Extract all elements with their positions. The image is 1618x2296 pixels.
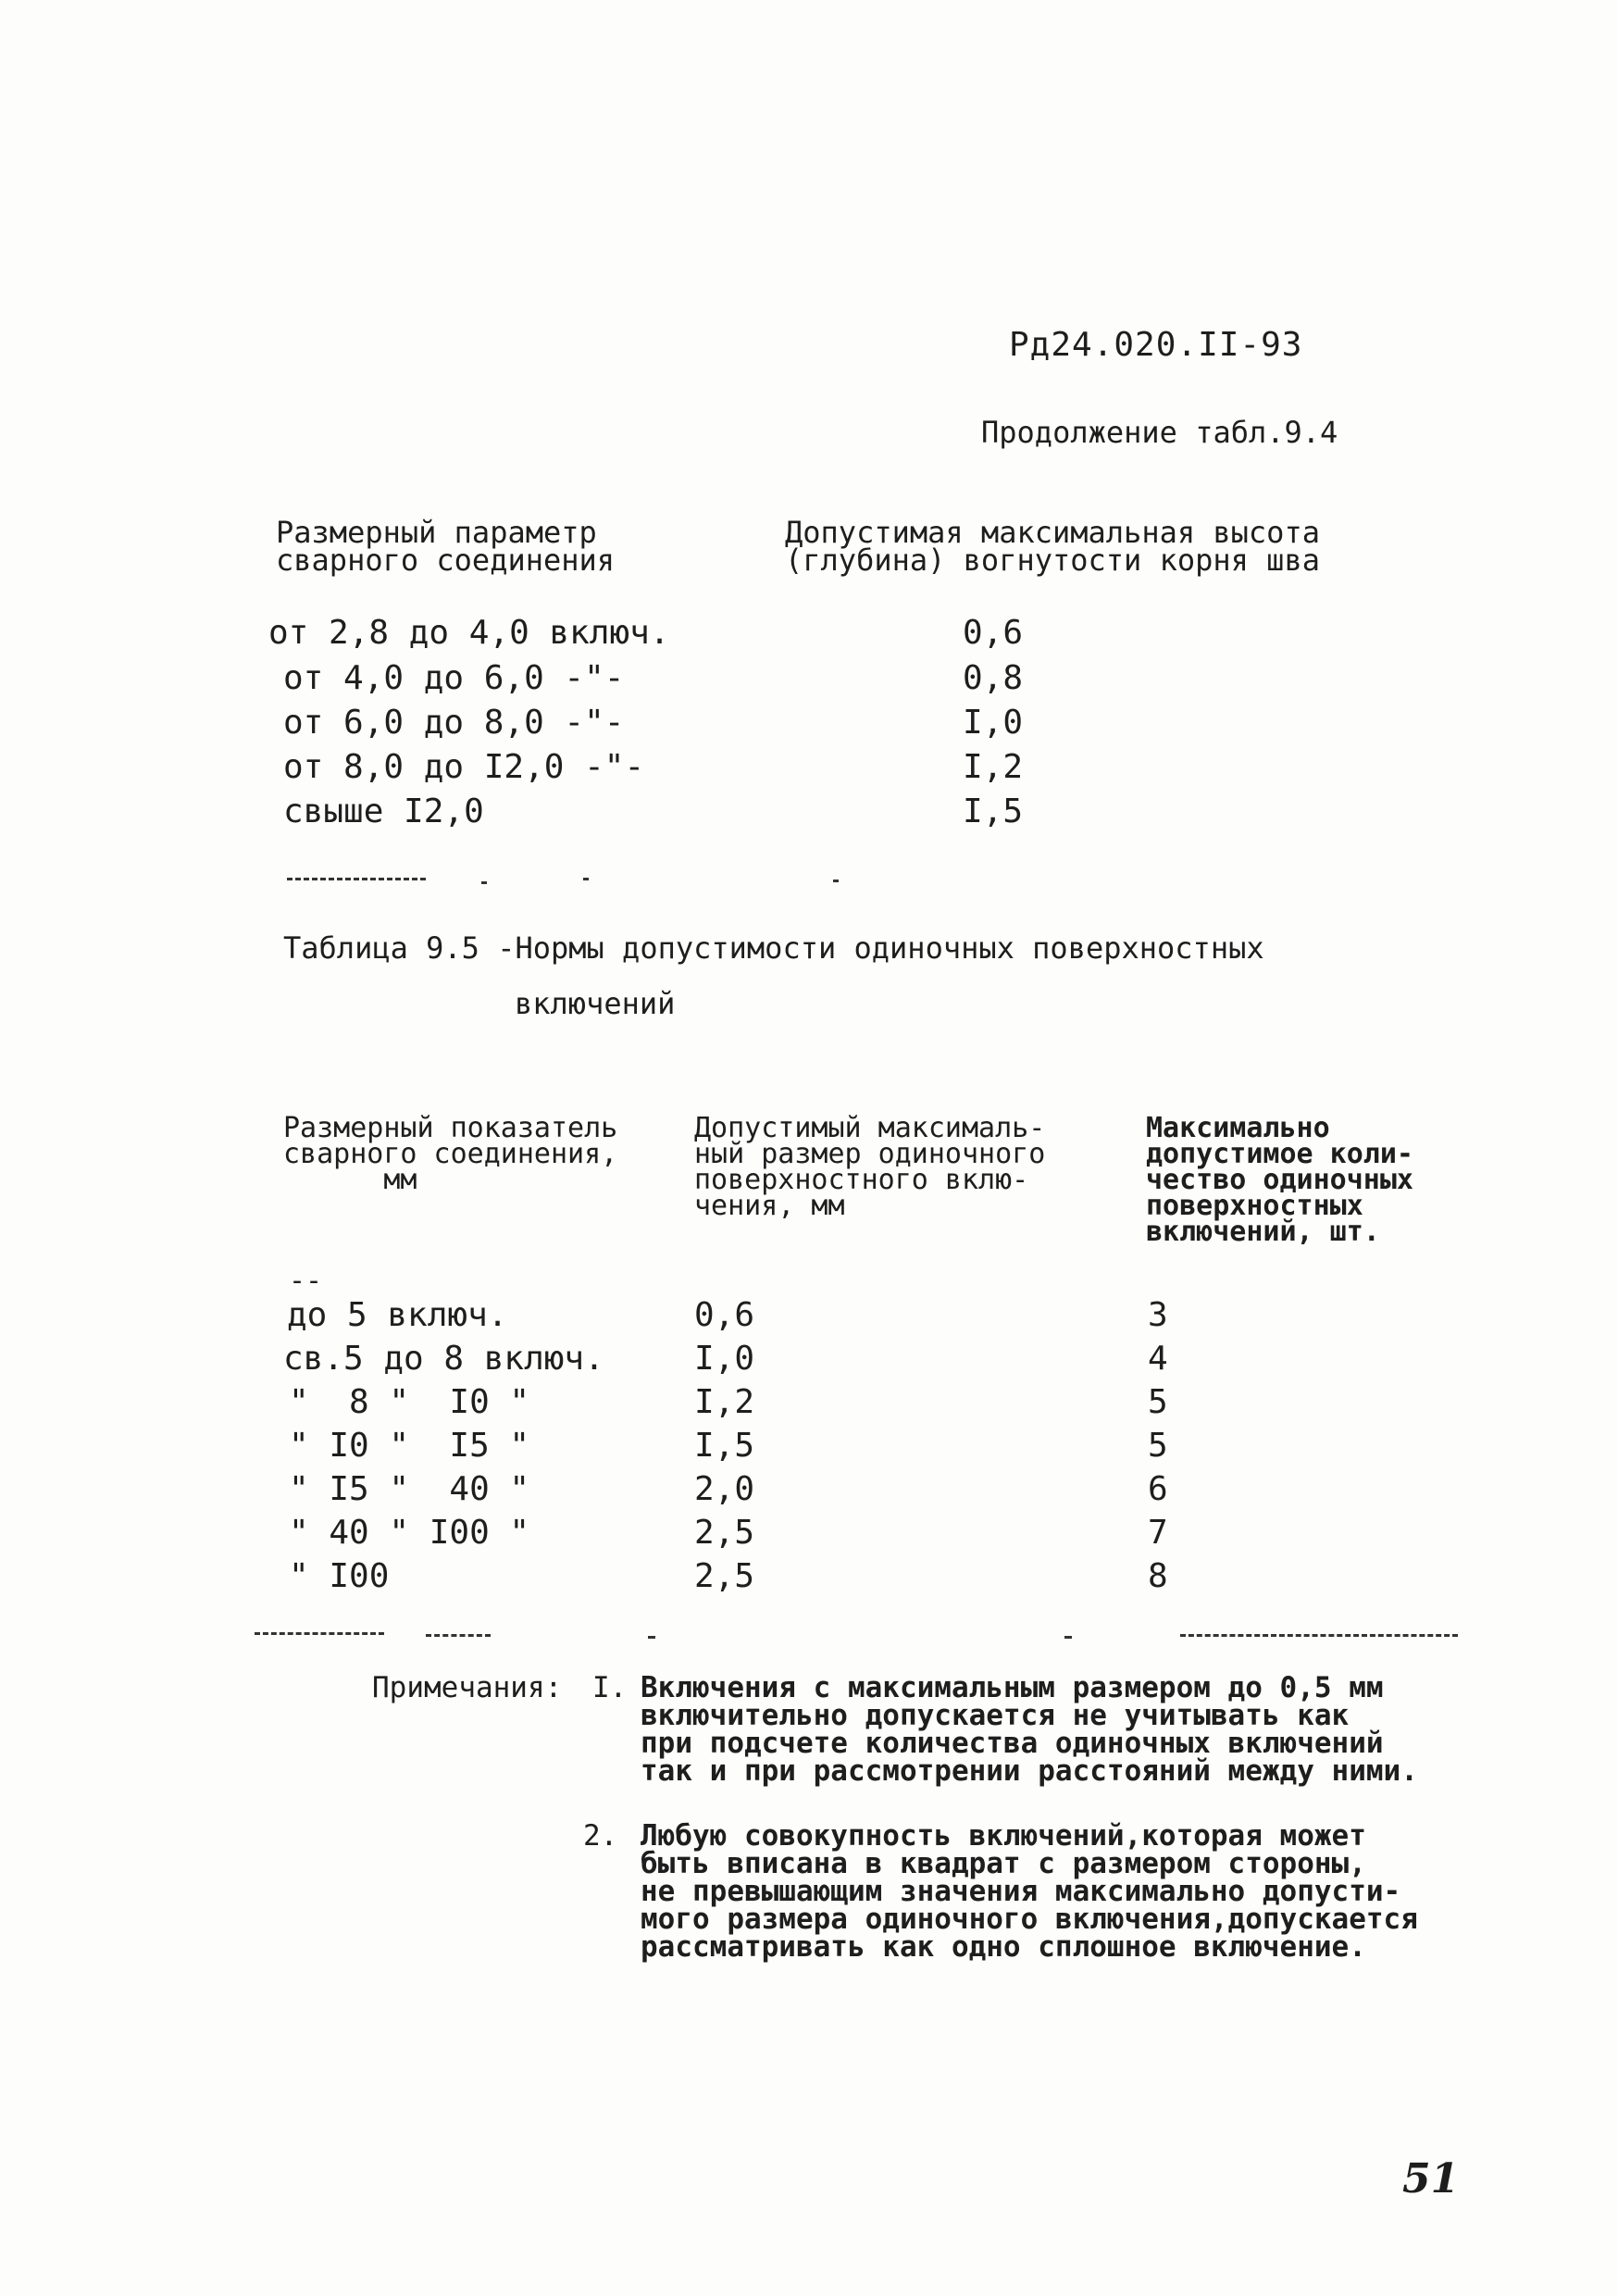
column-header-max-concavity: Допустимая максимальная высота (глубина) вогнутости корня шва [785,515,1320,578]
row-size: до 5 включ. [287,1296,508,1334]
row-range: от 8,0 до I2,0 -"- [283,748,645,786]
column-header-max-inclusion-count: Максимально допустимое коли- чество одиночных поверхностных включений, шт. [1146,1112,1413,1248]
notes-label: Примечания: [372,1671,563,1704]
table-bottom-rule-fragment [648,1636,655,1639]
row-count: 7 [1148,1514,1168,1552]
row-size: " 40 " I00 " [289,1514,530,1552]
row-range: свыше I2,0 [283,792,484,830]
header-separator-dash: -- [289,1265,323,1297]
column-header-size-parameter: Размерный параметр сварного соединения [276,515,616,578]
table-9-5-caption: Таблица 9.5 -Нормы допустимости одиночных поверхностных [283,930,1264,966]
table-bottom-rule [255,1632,384,1635]
row-count: 5 [1148,1427,1168,1465]
row-count: 5 [1148,1383,1168,1421]
row-size: " 8 " I0 " [289,1383,530,1421]
note-number: I. [592,1671,628,1704]
row-value: I,2 [963,748,1024,786]
page-number: 51 [1402,2155,1460,2202]
row-range: от 6,0 до 8,0 -"- [283,704,625,742]
note-number: 2. [583,1819,618,1853]
row-max-size: I,0 [694,1340,755,1378]
row-value: I,0 [963,704,1024,742]
row-max-size: 2,5 [694,1557,755,1595]
column-header-size-indicator: Размерный показатель сварного соединения, мм [283,1112,618,1196]
row-count: 3 [1148,1296,1168,1334]
row-max-size: I,2 [694,1383,755,1421]
column-header-max-inclusion-size: Допустимый максималь- ный размер одиночного поверхностного вклю- чения, мм [694,1112,1046,1222]
row-size: " I5 " 40 " [289,1470,530,1508]
table-bottom-rule-fragment [1064,1636,1072,1639]
document-id: Рд24.020.II-93 [1009,326,1303,364]
row-max-size: 2,0 [694,1470,755,1508]
row-value: 0,6 [963,614,1024,652]
row-count: 8 [1148,1557,1168,1595]
row-range: от 4,0 до 6,0 -"- [283,659,625,697]
row-value: I,5 [963,792,1024,830]
row-size: " I0 " I5 " [289,1427,530,1465]
note-text: Включения с максимальным размером до 0,5 мм включительно допускается не учитывать как при подсчете количества одиночных включений так и при рассмотрении расстояний между ними. [641,1671,1418,1788]
row-max-size: 2,5 [694,1514,755,1552]
row-size: св.5 до 8 включ. [283,1340,604,1378]
table-9-5-caption-cont: включений [515,986,676,1021]
table-bottom-rule-fragment [426,1634,491,1637]
table-bottom-rule-fragment [481,881,487,884]
row-value: 0,8 [963,659,1024,697]
row-max-size: I,5 [694,1427,755,1465]
row-max-size: 0,6 [694,1296,755,1334]
table-bottom-rule [287,878,426,880]
row-count: 6 [1148,1470,1168,1508]
row-count: 4 [1148,1340,1168,1378]
table-continuation-label: Продолжение табл.9.4 [981,415,1338,450]
row-size: " I00 [289,1557,390,1595]
table-bottom-rule-fragment [833,880,839,882]
table-bottom-rule-fragment [583,878,589,880]
table-bottom-rule [1180,1634,1458,1637]
row-range: от 2,8 до 4,0 включ. [268,614,670,652]
note-text: Любую совокупность включений,которая может быть вписана в квадрат с размером стороны, не превышающим значения максимально допусти- мого размера одиночного включения,допускается рассматривать как одно сплошное включение. [641,1819,1418,1964]
